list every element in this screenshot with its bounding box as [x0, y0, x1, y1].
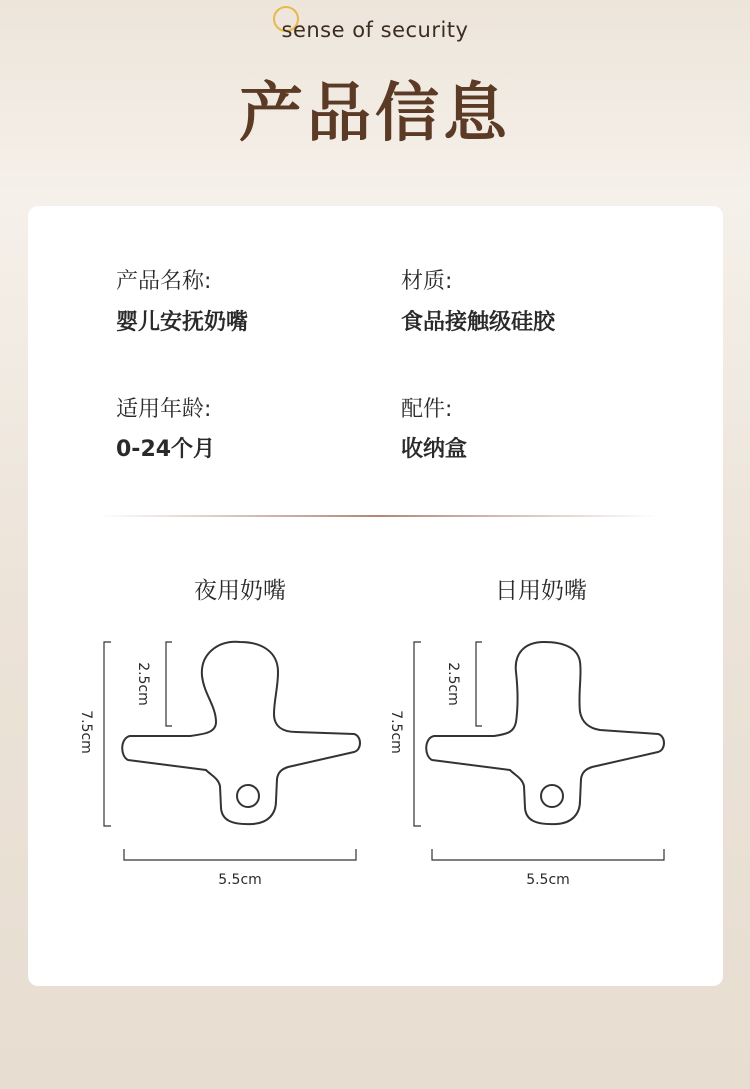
day-pacifier-diagram — [378, 626, 678, 896]
night-pacifier-outline — [122, 642, 360, 824]
material-value: 食品接触级硅胶 — [401, 310, 556, 335]
nipple-dimension-label: 2.5cm — [445, 662, 461, 706]
width-dimension-line — [432, 849, 664, 860]
age-label: 适用年龄: — [116, 397, 212, 422]
pacifier-ring-hole — [541, 785, 563, 807]
age-value: 0-24个月 — [116, 437, 216, 462]
nipple-dimension-line — [166, 642, 172, 726]
night-pacifier-title: 夜用奶嘴 — [194, 578, 286, 604]
width-dimension-line — [124, 849, 356, 860]
accessory-label: 配件: — [401, 397, 453, 422]
width-dimension-label: 5.5cm — [218, 872, 262, 888]
night-pacifier-diagram — [68, 626, 368, 896]
tagline: sense of security — [281, 18, 469, 42]
nipple-dimension-line — [476, 642, 482, 726]
height-dimension-line — [104, 642, 111, 826]
width-dimension-label: 5.5cm — [526, 872, 570, 888]
accessory-value: 收纳盒 — [401, 437, 468, 462]
day-pacifier-title: 日用奶嘴 — [495, 578, 587, 604]
material-label: 材质: — [401, 269, 453, 294]
height-dimension-label: 7.5cm — [388, 710, 404, 754]
page-title: 产品信息 — [239, 77, 511, 151]
height-dimension-label: 7.5cm — [78, 710, 94, 754]
name-value: 婴儿安抚奶嘴 — [116, 310, 249, 335]
product-info-card — [28, 206, 723, 986]
pacifier-ring-hole — [237, 785, 259, 807]
header — [0, 6, 750, 42]
name-label: 产品名称: — [116, 269, 212, 294]
height-dimension-line — [414, 642, 421, 826]
divider — [98, 515, 658, 517]
nipple-dimension-label: 2.5cm — [135, 662, 151, 706]
